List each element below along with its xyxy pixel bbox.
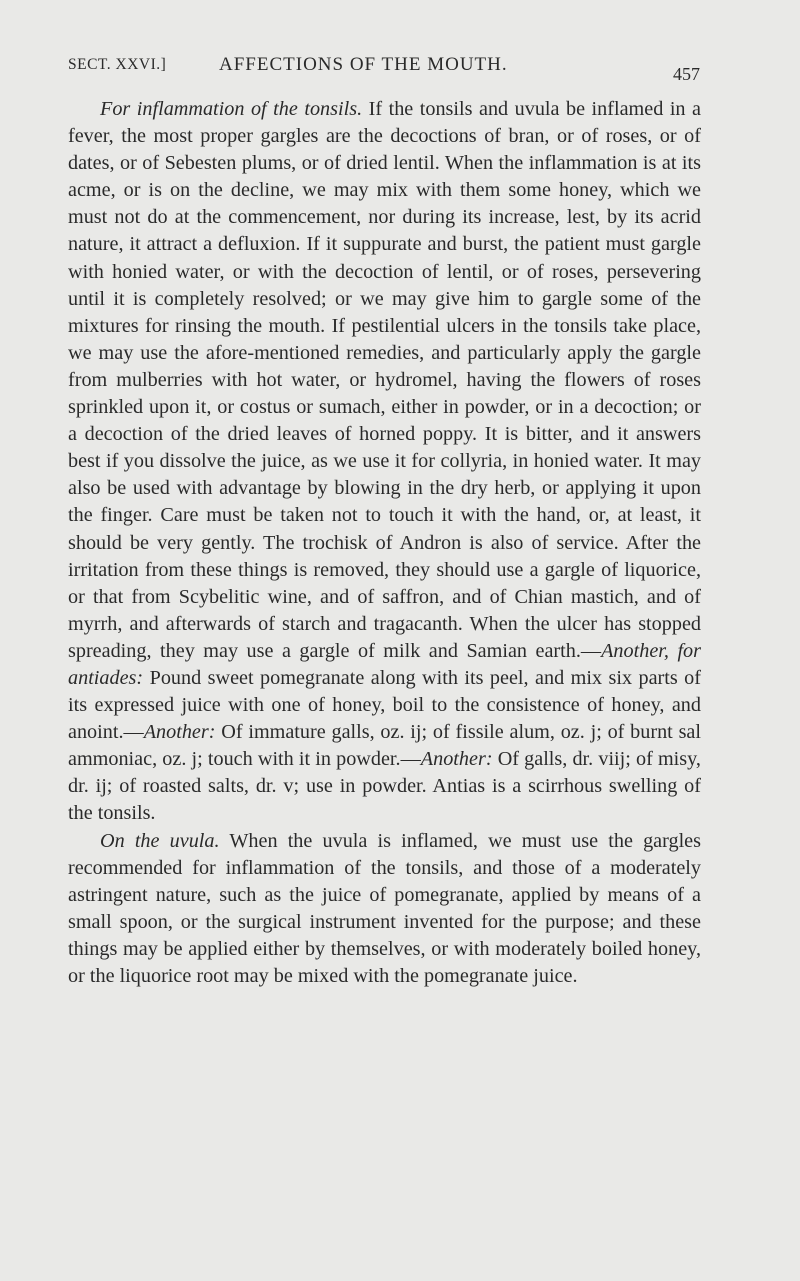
running-title: AFFECTIONS OF THE MOUTH. — [219, 54, 508, 75]
body-text — [68, 96, 701, 990]
paragraph-heading-tonsils: For inflammation of the tonsils. — [100, 98, 363, 120]
recipe-heading-another: Another: — [420, 748, 493, 771]
recipe-heading-another: Another: — [143, 721, 216, 744]
paragraph-heading-uvula: On the uvula. — [100, 829, 220, 852]
paragraph-text: Pound sweet pomegranate along with its peel, and mix six parts of its expressed juice with one of honey, boil to the consistence of honey, and anoint.— — [68, 666, 701, 744]
running-header — [68, 54, 700, 84]
recipe-heading-antiades: Another, for antiades: — [68, 639, 701, 689]
section-label: SECT. XXVI.] — [68, 56, 167, 73]
paragraph-text: If the tonsils and uvula be inflamed in a fever, the most proper gargles are the decoctions of bran, or of roses, or of dates, or of Sebesten plums, or of dried lentil. When the inflammation is at its acme, or is on the decline, we may mix with them some honey, which we must not do at the commencement, nor during its increase, lest, by its acrid nature, it attract a defluxion. If it suppurate and burst, the patient must gargle with honied water, or with the decoction of lentil, or of roses, persevering until it is completely resolved; or we may give him to gargle some of the mixtures for rinsing the mouth. If pestilential ulcers in the tonsils take place, we may use the afore-mentioned remedies, and particularly apply the gargle from mulberries with hot water, or hydromel, having the flowers of roses sprinkled upon it, or costus or sumach, either in powder, or in a decoction; or a decoction of the dried leaves of horned poppy. It is bitter, and it answers best if you dissolve the juice, as we use it for collyria, in honied water. It may also be used with advantage by blowing in the dry herb, or applying it upon the finger. Care must be taken not to touch it with the hand, or, at least, it should be very gently. The trochisk of Andron is also of service. After the irritation from these things is removed, they should use a gargle of liquorice, or that from Scybelitic wine, and of saffron, and of Chian mastich, and of myrrh, and afterwards of starch and tragacanth. When the ulcer has stopped spreading, they may use a gargle of milk and Samian earth.— — [68, 98, 701, 662]
paragraph-uvula — [68, 828, 701, 991]
page-number: 457 — [673, 64, 700, 84]
paragraph-text: When the uvula is inflamed, we must use the gargles recommended for inflammation of the tonsils, and those of a moderately astringent nature, such as the juice of pomegranate, applied by means of a small spoon, or the surgical instrument invented for the purpose; and these things may be applied either by themselves, or with moderately boiled honey, or the liquorice root may be mixed with the pomegranate juice. — [68, 829, 701, 987]
paragraph-text: Of galls, dr. viij; of misy, dr. ij; of roasted salts, dr. v; use in powder. Antias is a scirrhous swelling of the tonsils. — [68, 748, 701, 825]
paragraph-text: Of immature galls, oz. ij; of fissile alum, oz. j; of burnt sal ammoniac, oz. j; touch with it in powder.— — [68, 721, 701, 771]
paragraph-tonsils — [68, 96, 701, 828]
